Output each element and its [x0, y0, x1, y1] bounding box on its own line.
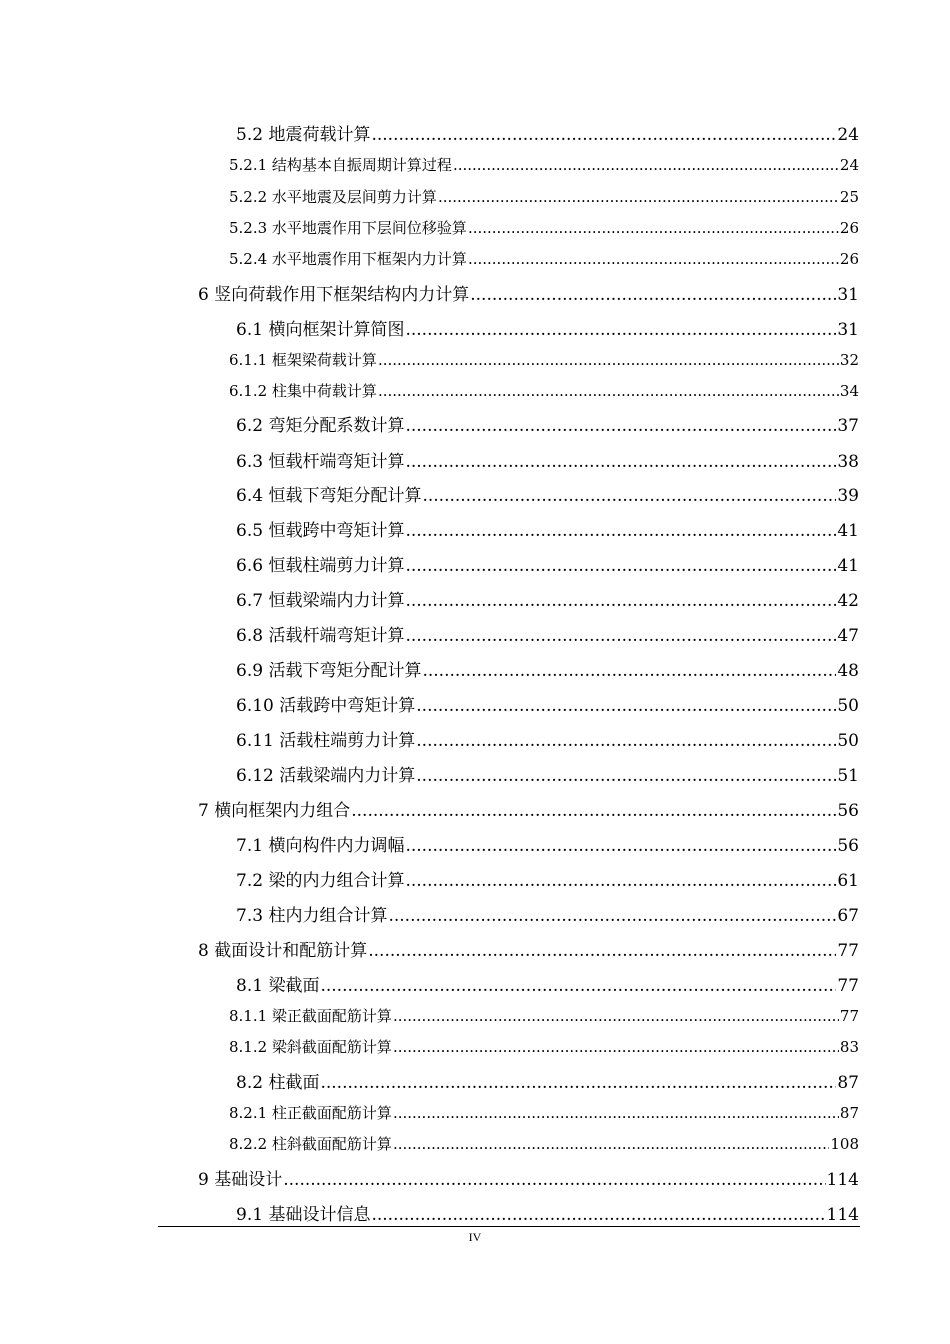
- toc-dot-leader: [393, 1007, 839, 1025]
- toc-dot-leader: [393, 1135, 829, 1153]
- toc-entry[interactable]: [229, 1005, 859, 1026]
- toc-dot-leader: [405, 591, 836, 611]
- toc-dot-leader: [378, 351, 839, 369]
- toc-entry[interactable]: [229, 1133, 859, 1154]
- toc-dot-leader: [468, 250, 839, 268]
- toc-entry[interactable]: [236, 411, 859, 436]
- toc-dot-leader: [468, 219, 839, 237]
- toc-dot-leader: [405, 521, 836, 541]
- toc-entry[interactable]: [236, 481, 859, 506]
- toc-entry[interactable]: [236, 621, 859, 646]
- toc-dot-leader: [422, 486, 836, 506]
- toc-entry-page: 42: [837, 591, 859, 611]
- toc-entry-label: 6.1.2 柱集中荷载计算: [229, 382, 377, 400]
- toc-entry-label: 6.4 恒载下弯矩分配计算: [236, 486, 422, 506]
- toc-entry[interactable]: [229, 380, 859, 401]
- toc-entry-page: 37: [837, 416, 859, 436]
- toc-entry-label: 7 横向框架内力组合: [198, 801, 351, 821]
- toc-dot-leader: [416, 696, 836, 716]
- toc-entry[interactable]: [198, 280, 859, 305]
- toc-dot-leader: [470, 285, 836, 305]
- toc-entry-page: 48: [837, 661, 859, 681]
- toc-entry[interactable]: [229, 217, 859, 238]
- toc-dot-leader: [453, 156, 839, 174]
- toc-entry-label: 6.11 活载柱端剪力计算: [236, 731, 416, 751]
- toc-entry-label: 8.1.1 梁正截面配筋计算: [229, 1007, 392, 1025]
- toc-entry-page: 51: [837, 766, 859, 786]
- toc-dot-leader: [371, 125, 836, 145]
- toc-entry-label: 6.1.1 框架梁荷载计算: [229, 351, 377, 369]
- toc-entry-label: 6.1 横向框架计算简图: [236, 320, 405, 340]
- toc-entry[interactable]: [229, 186, 859, 207]
- toc-dot-leader: [351, 801, 836, 821]
- toc-entry-label: 8.2.2 柱斜截面配筋计算: [229, 1135, 392, 1153]
- toc-entry[interactable]: [229, 1036, 859, 1057]
- toc-entry-page: 56: [837, 836, 859, 856]
- toc-entry-page: 39: [837, 486, 859, 506]
- toc-dot-leader: [405, 836, 836, 856]
- toc-entry-page: 50: [837, 731, 859, 751]
- footer-rule: [158, 1226, 860, 1227]
- toc-entry-page: 31: [837, 285, 859, 305]
- toc-dot-leader: [393, 1038, 839, 1056]
- toc-dot-leader: [405, 556, 836, 576]
- toc-entry-label: 7.2 梁的内力组合计算: [236, 871, 405, 891]
- toc-entry-page: 24: [837, 125, 859, 145]
- toc-entry[interactable]: [236, 866, 859, 891]
- toc-entry[interactable]: [236, 1200, 859, 1225]
- toc-entry-page: 77: [839, 1007, 859, 1025]
- toc-entry-label: 8 截面设计和配筋计算: [198, 941, 368, 961]
- toc-entry[interactable]: [236, 901, 859, 926]
- toc-dot-leader: [283, 1170, 825, 1190]
- toc-dot-leader: [405, 320, 836, 340]
- toc-entry[interactable]: [229, 248, 859, 269]
- toc-dot-leader: [320, 1073, 836, 1093]
- toc-entry-label: 8.2 柱截面: [236, 1073, 320, 1093]
- toc-entry[interactable]: [229, 154, 859, 175]
- toc-entry[interactable]: [236, 120, 859, 145]
- toc-entry-label: 6.7 恒载梁端内力计算: [236, 591, 405, 611]
- toc-entry[interactable]: [229, 1102, 859, 1123]
- toc-entry-label: 9.1 基础设计信息: [236, 1205, 371, 1225]
- toc-entry-label: 5.2.4 水平地震作用下框架内力计算: [229, 250, 467, 268]
- toc-entry-page: 31: [837, 320, 859, 340]
- toc-entry[interactable]: [236, 1068, 859, 1093]
- toc-entry-page: 108: [830, 1135, 859, 1153]
- toc-dot-leader: [438, 188, 839, 206]
- toc-dot-leader: [393, 1104, 839, 1122]
- toc-entry-page: 77: [837, 976, 859, 996]
- toc-dot-leader: [405, 416, 836, 436]
- toc-entry[interactable]: [236, 516, 859, 541]
- toc-entry-label: 6.9 活载下弯矩分配计算: [236, 661, 422, 681]
- toc-entry-page: 38: [837, 452, 859, 472]
- toc-entry[interactable]: [236, 586, 859, 611]
- toc-dot-leader: [388, 906, 836, 926]
- toc-entry[interactable]: [236, 656, 859, 681]
- toc-entry-label: 5.2 地震荷载计算: [236, 125, 371, 145]
- toc-dot-leader: [320, 976, 836, 996]
- toc-entry[interactable]: [198, 796, 859, 821]
- toc-entry-label: 8.1 梁截面: [236, 976, 320, 996]
- toc-entry[interactable]: [236, 691, 859, 716]
- toc-dot-leader: [405, 452, 836, 472]
- toc-entry-page: 26: [839, 250, 859, 268]
- toc-entry-page: 87: [839, 1104, 859, 1122]
- toc-entry-page: 41: [837, 521, 859, 541]
- toc-entry[interactable]: [198, 1165, 859, 1190]
- toc-dot-leader: [416, 731, 836, 751]
- toc-entry-page: 47: [837, 626, 859, 646]
- toc-dot-leader: [368, 941, 836, 961]
- toc-entry-label: 5.2.1 结构基本自振周期计算过程: [229, 156, 452, 174]
- toc-entry-label: 5.2.2 水平地震及层间剪力计算: [229, 188, 437, 206]
- toc-entry[interactable]: [198, 936, 859, 961]
- toc-entry-page: 114: [826, 1170, 859, 1190]
- toc-entry-label: 6.12 活载梁端内力计算: [236, 766, 416, 786]
- toc-entry-page: 77: [837, 941, 859, 961]
- toc-dot-leader: [405, 626, 836, 646]
- toc-entry[interactable]: [236, 447, 859, 472]
- toc-entry-page: 24: [839, 156, 859, 174]
- toc-entry-page: 34: [839, 382, 859, 400]
- toc-entry-page: 114: [826, 1205, 859, 1225]
- toc-entry-page: 83: [839, 1038, 859, 1056]
- toc-entry-page: 50: [837, 696, 859, 716]
- toc-entry-label: 6 竖向荷载作用下框架结构内力计算: [198, 285, 470, 305]
- toc-entry[interactable]: [236, 315, 859, 340]
- toc-entry-label: 6.10 活载跨中弯矩计算: [236, 696, 416, 716]
- toc-entry-page: 67: [837, 906, 859, 926]
- toc-entry-page: 32: [839, 351, 859, 369]
- toc-dot-leader: [371, 1205, 825, 1225]
- toc-entry[interactable]: [236, 971, 859, 996]
- toc-entry-page: 61: [837, 871, 859, 891]
- toc-entry-label: 5.2.3 水平地震作用下层间位移验算: [229, 219, 467, 237]
- toc-dot-leader: [416, 766, 836, 786]
- toc-entry-page: 41: [837, 556, 859, 576]
- toc-entry-label: 6.8 活载杆端弯矩计算: [236, 626, 405, 646]
- toc-entry-label: 6.6 恒载柱端剪力计算: [236, 556, 405, 576]
- toc-entry[interactable]: [236, 761, 859, 786]
- toc-entry-page: 56: [837, 801, 859, 821]
- toc-dot-leader: [378, 382, 839, 400]
- toc-entry[interactable]: [236, 551, 859, 576]
- page-number: IV: [468, 1230, 482, 1244]
- toc-entry-label: 7.1 横向构件内力调幅: [236, 836, 405, 856]
- toc-entry-label: 8.1.2 梁斜截面配筋计算: [229, 1038, 392, 1056]
- toc-entry-label: 6.5 恒载跨中弯矩计算: [236, 521, 405, 541]
- toc-entry[interactable]: [236, 831, 859, 856]
- toc-entry-page: 26: [839, 219, 859, 237]
- toc-dot-leader: [422, 661, 836, 681]
- toc-entry-label: 6.3 恒载杆端弯矩计算: [236, 452, 405, 472]
- toc-dot-leader: [405, 871, 836, 891]
- toc-entry[interactable]: [236, 726, 859, 751]
- toc-entry-label: 6.2 弯矩分配系数计算: [236, 416, 405, 436]
- toc-entry-page: 25: [839, 188, 859, 206]
- toc-entry-label: 9 基础设计: [198, 1170, 283, 1190]
- toc-entry-label: 7.3 柱内力组合计算: [236, 906, 388, 926]
- toc-entry[interactable]: [229, 349, 859, 370]
- toc-entry-page: 87: [837, 1073, 859, 1093]
- toc-entry-label: 8.2.1 柱正截面配筋计算: [229, 1104, 392, 1122]
